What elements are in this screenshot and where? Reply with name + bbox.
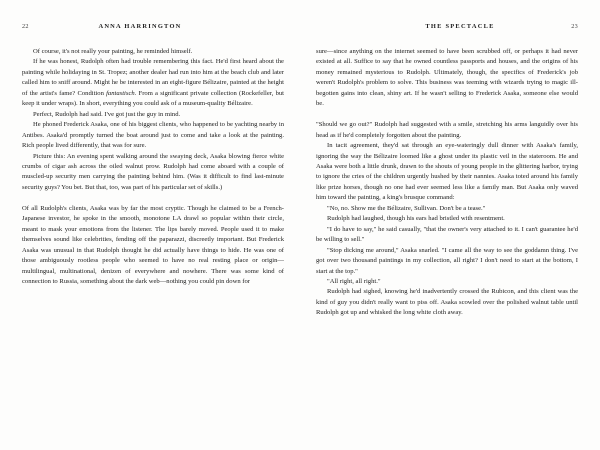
paragraph: Rudolph had sighed, knowing he'd inadvertently crossed the Rubicon, and this client was the kind of guy you didn't really want to piss off. Asaka scowled over the polished walnut table until Rudolph got up and whisked the long white cloth away.	[316, 288, 578, 317]
italic-word: fantastisch	[106, 89, 135, 97]
running-head-verso	[22, 24, 284, 38]
paragraph: Perfect, Rudolph had said. I've got just the guy in mind.	[33, 110, 181, 118]
paragraph: Of all Rudolph's clients, Asaka was by far the most cryptic. Though he claimed to be a French-Japanese investor, he spoke in the smooth, monotone LA drawl so popular within their circle, meant to mask your emotions from the listener. The lips barely moved. People used it to make themselves sound like celebrities, fending off the paparazzi, discreetly important. But Frederick Asaka was unusual in that Rudolph thought he did actually have things to hide. He was one of those ambiguously rootless people who seemed to have no real resting place or origin—multilingual, multinational, denizen of everywhere and nowhere. There was some kind of connection to Russia, something about the dark web—nothing you could pin down for	[22, 204, 284, 285]
section-break	[316, 110, 578, 120]
paragraph: If he was honest, Rudolph often had trouble remembering this fact. He'd first heard about the painting while holidaying in St. Tropez; another dealer had run into him at the beach club and later called him to sniff around. Might he be interested in an eight-figure Bélizaire, painted at the height of the artist's fame? Condition fantastisch. From a significant private collection (Rockefeller, but keep it under wraps). In short, everything you could ask of a museum-quality Bélizaire.	[22, 58, 284, 108]
paragraph: "I do have to say," he said casually, "that the owner's very attached to it. I can't guarantee he'd be willing to sell."	[316, 225, 578, 244]
body-text-verso	[22, 47, 284, 287]
paragraph: "No, no. Show me the Bélizaire, Sullivan. Don't be a tease."	[327, 204, 486, 212]
section-break	[22, 193, 284, 203]
paragraph: Picture this: An evening spent walking around the swaying deck, Asaka blowing fierce white crumbs of cigar ash across the oiled walnut prow. Rudolph had come aboard with a couple of muscled-up security men carrying the painting behind him. (Was it difficult to find last-minute security guys? You bet. But that, too, was part of his particular set of skills.)	[22, 152, 284, 191]
folio-recto: 23	[571, 23, 578, 30]
paragraph: Rudolph had laughed, though his ears had bristled with resentment.	[327, 215, 505, 223]
page-recto	[300, 0, 600, 450]
paragraph: "All right, all right."	[327, 277, 381, 285]
paragraph: "Stop dicking me around," Asaka snarled. "I came all the way to see the goddamn thing. I've got over two thousand paintings in my collection, all right? I don't need to start at the bottom, I start at the top."	[316, 246, 578, 275]
paragraph: "Should we go out?" Rudolph had suggested with a smile, stretching his arms languidly over his head as if he'd completely forgotten about the painting.	[316, 121, 578, 139]
folio-verso: 22	[22, 23, 29, 30]
paragraph: sure—since anything on the internet seemed to have been scrubbed off, or perhaps it had never existed at all. Suffice to say that he owned countless passports and houses, and the origins of his money remained mysterious to Rudolph. Ultimately, though, the specifics of Frederick's job weren't Rudolph's problem to solve. This business was teeming with wizards trying to magic ill-begotten gains into clean, shiny art. If he wasn't selling to Frederick Asaka, someone else would be.	[316, 48, 578, 108]
running-head-title-verso: ANNA HARRINGTON	[98, 23, 182, 30]
body-text-recto	[316, 47, 578, 319]
paragraph: He phoned Frederick Asaka, one of his biggest clients, who happened to be yachting nearby in Antibes. Asaka'd promptly turned the boat around just to come and take a look at the painting. Rich people lived differently, that was for sure.	[22, 121, 284, 150]
paragraph: In tacit agreement, they'd sat through an eye-wateringly dull dinner with Asaka's family, ignoring the way the Bélizaire loomed like a ghost under its plastic veil in the stateroom. He and Asaka were both a little drunk, drawn to the shouts of young people in the glittering harbor, trying to ignore the cries of the children urgently hushed by their nannies. Asaka toted around his family like prize horses, though no one had ever seemed less like a family man. But Asaka only waved him toward the painting, a king's brusque command:	[316, 142, 578, 202]
running-head-title-recto: THE SPECTACLE	[425, 23, 495, 30]
running-head-recto	[316, 24, 578, 38]
paragraph: Of course, it's not really your painting, he reminded himself.	[33, 48, 193, 55]
